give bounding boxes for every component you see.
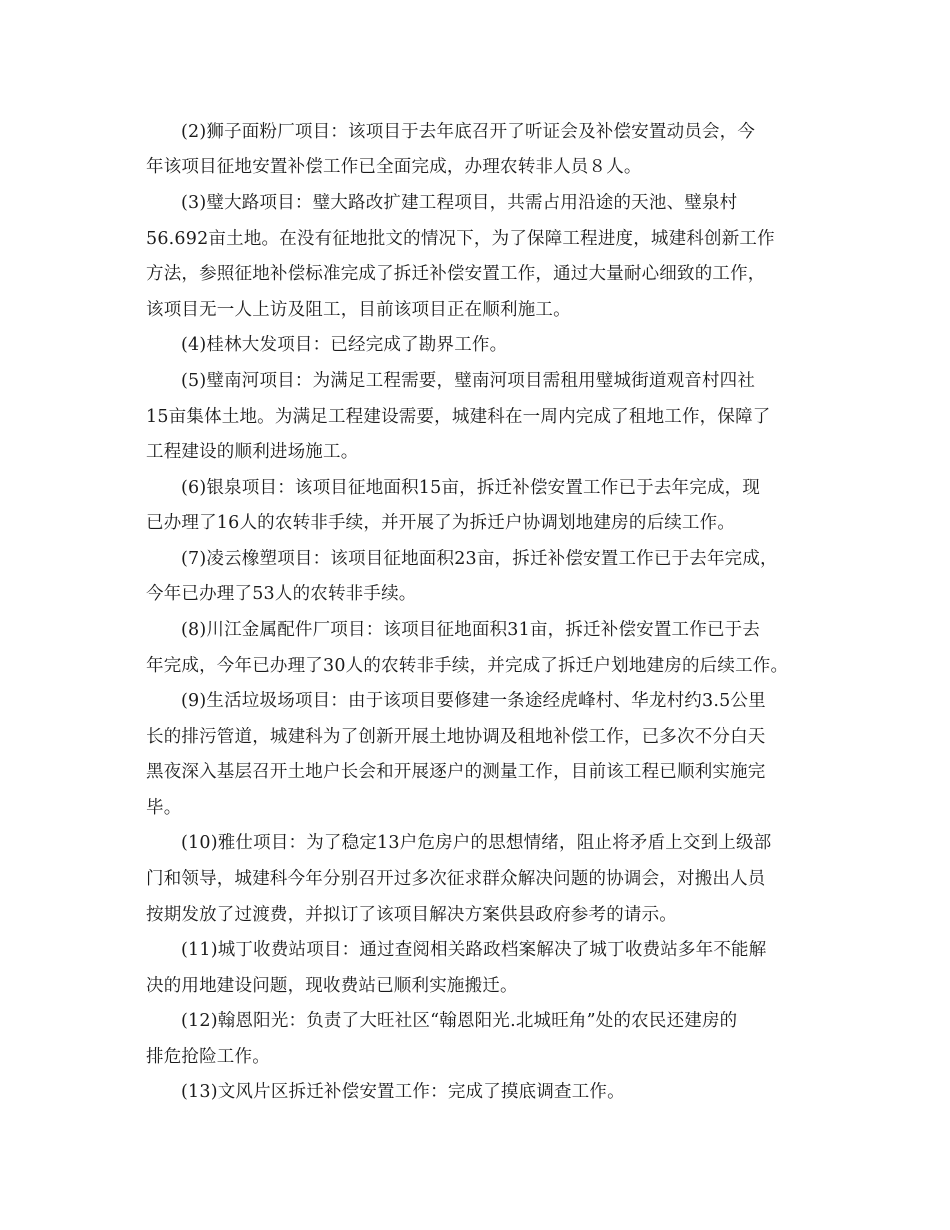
paragraph-line: 年该项目征地安置补偿工作已全面完成，办理农转非人员８人。	[146, 157, 642, 177]
paragraph-line: (12)翰恩阳光：负责了大旺社区“翰恩阳光.北城旺角”处的农民还建房的	[181, 1011, 738, 1031]
paragraph-line: 按期发放了过渡费，并拟订了该项目解决方案供县政府参考的请示。	[146, 905, 677, 925]
paragraph-line: (3)璧大路项目：璧大路改扩建工程项目，共需占用沿途的天池、璧泉村	[181, 193, 738, 213]
paragraph-line: 年完成，今年已办理了30人的农转非手续，并完成了拆迁户划地建房的后续工作。	[146, 656, 789, 676]
paragraph-line: (8)川江金属配件厂项目：该项目征地面积31亩，拆迁补偿安置工作已于去	[181, 620, 761, 640]
paragraph-line: (9)生活垃圾场项目：由于该项目要修建一条途经虎峰村、华龙村约3.5公里	[181, 691, 766, 711]
paragraph-line: 工程建设的顺利进场施工。	[146, 442, 359, 462]
paragraph-line: 56.692亩土地。在没有征地批文的情况下，为了保障工程进度，城建科创新工作	[146, 229, 775, 249]
paragraph-line: 方法，参照征地补偿标准完成了拆迁补偿安置工作，通过大量耐心细致的工作，	[146, 264, 766, 284]
paragraph-line: (13)文风片区拆迁补偿安置工作：完成了摸底调查工作。	[181, 1082, 625, 1102]
paragraph-line: 该项目无一人上访及阻工，目前该项目正在顺利施工。	[146, 300, 571, 320]
paragraph-line: 毕。	[146, 798, 182, 818]
paragraph-line: 黑夜深入基层召开土地户长会和开展逐户的测量工作，目前该工程已顺利实施完	[146, 762, 766, 782]
paragraph-line: (6)银泉项目：该项目征地面积15亩，拆迁补偿安置工作已于去年完成，现	[181, 478, 761, 498]
paragraph-line: (2)狮子面粉厂项目：该项目于去年底召开了听证会及补偿安置动员会，今	[181, 122, 756, 142]
paragraph-line: (7)凌云橡塑项目：该项目征地面积23亩，拆迁补偿安置工作已于去年完成，	[181, 549, 778, 569]
paragraph-line: 已办理了16人的农转非手续，并开展了为拆迁户协调划地建房的后续工作。	[146, 513, 736, 533]
paragraph-line: 今年已办理了53人的农转非手续。	[146, 584, 417, 604]
paragraph-line: 15亩集体土地。为满足工程建设需要，城建科在一周内完成了租地工作，保障了	[146, 407, 771, 427]
paragraph-line: 排危抢险工作。	[146, 1047, 270, 1067]
paragraph-line: 门和领导，城建科今年分别召开过多次征求群众解决问题的协调会，对搬出人员	[146, 869, 766, 889]
paragraph-line: 决的用地建设问题，现收费站已顺利实施搬迁。	[146, 976, 518, 996]
paragraph-line: (10)雅仕项目：为了稳定13户危房户的思想情绪，阻止将矛盾上交到上级部	[181, 833, 772, 853]
paragraph-line: (5)璧南河项目：为满足工程需要，璧南河项目需租用璧城街道观音村四社	[181, 371, 756, 391]
paragraph-line: (4)桂林大发项目：已经完成了勘界工作。	[181, 335, 508, 355]
paragraph-line: (11)城丁收费站项目：通过查阅相关路政档案解决了城丁收费站多年不能解	[181, 940, 767, 960]
paragraph-line: 长的排污管道，城建科为了创新开展土地协调及租地补偿工作，已多次不分白天	[146, 727, 766, 747]
